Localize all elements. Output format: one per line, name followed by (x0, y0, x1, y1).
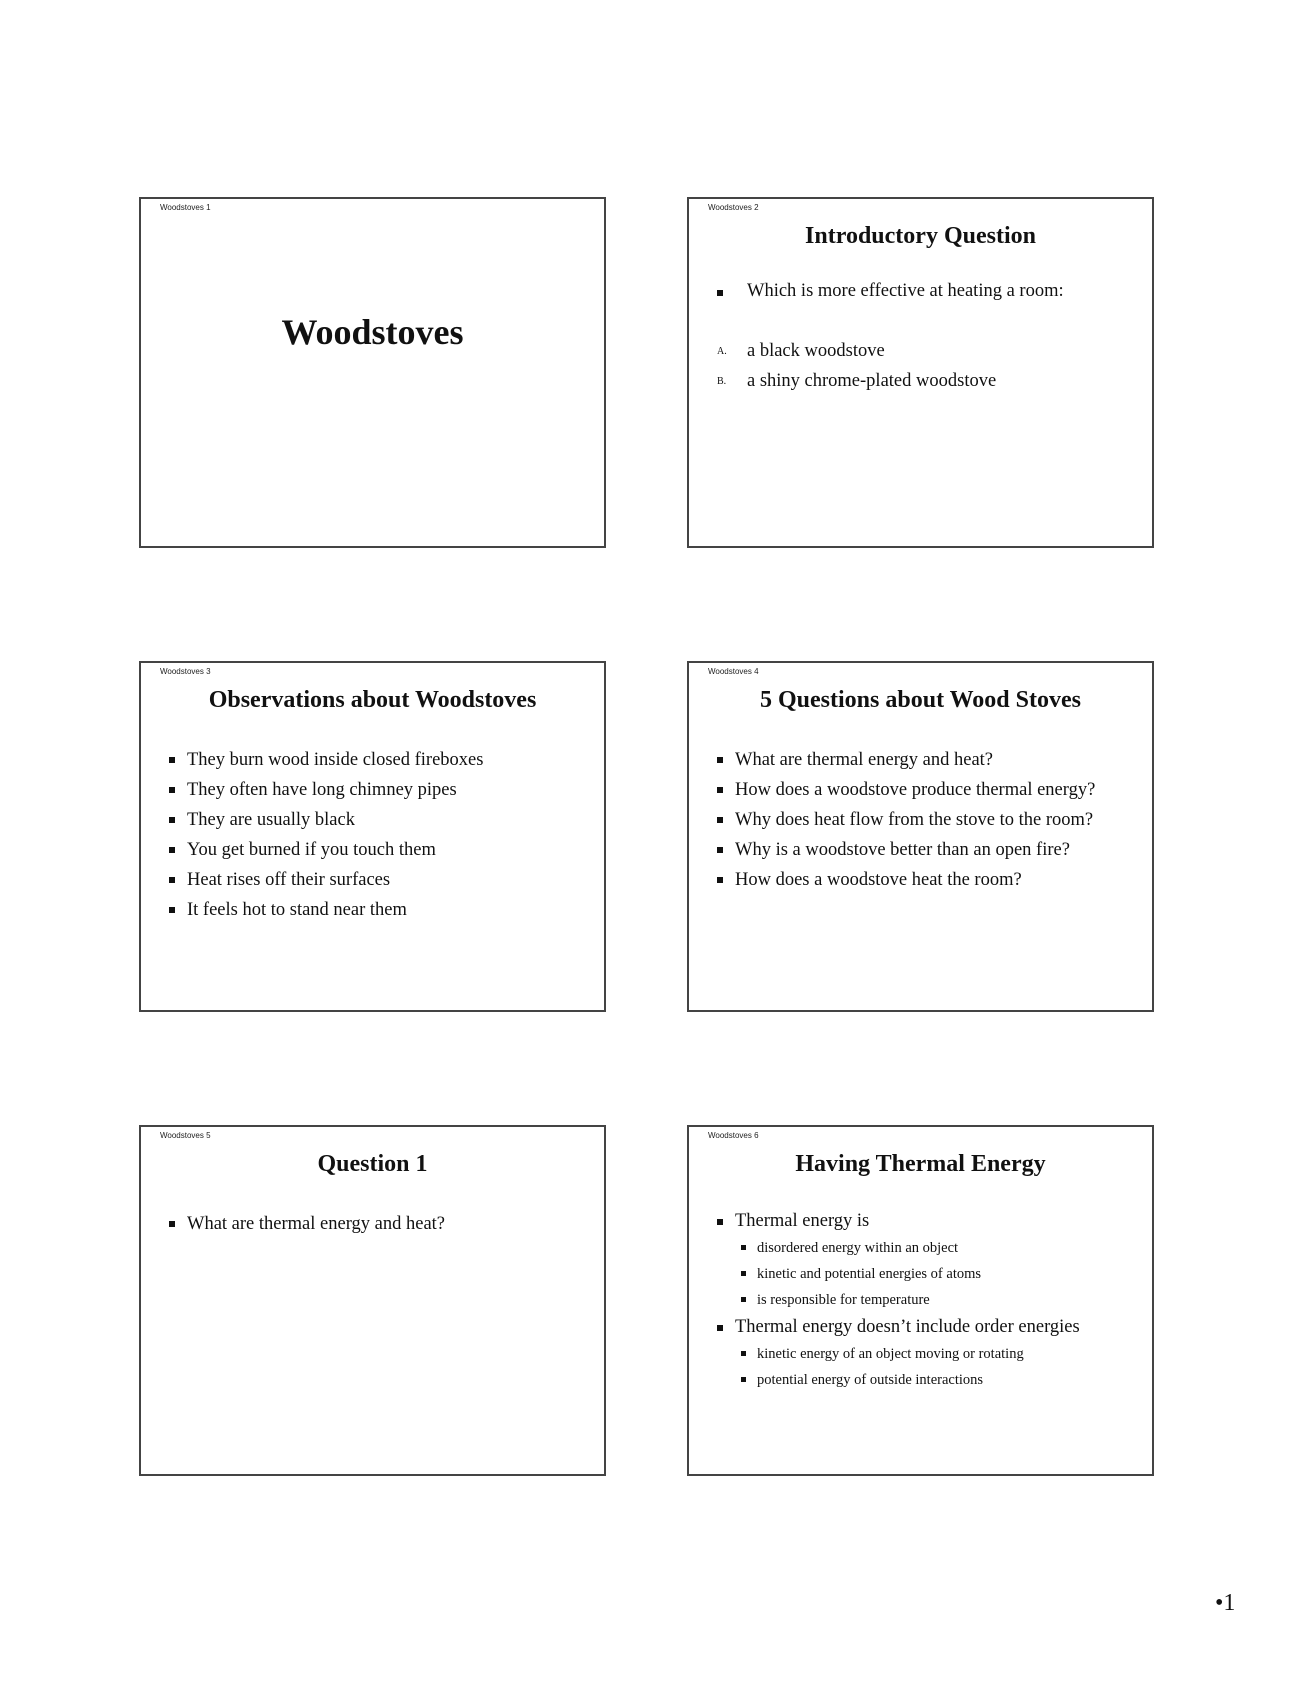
bullet-square-icon (741, 1271, 746, 1276)
list-item-text: How does a woodstove heat the room? (735, 870, 1022, 890)
slide-title: Having Thermal Energy (795, 1151, 1046, 1177)
slide-title: 5 Questions about Wood Stoves (760, 687, 1081, 713)
list-item-text: What are thermal energy and heat? (187, 1214, 446, 1234)
list-item (717, 775, 1146, 805)
sub-list-item-text: is responsible for temperature (757, 1292, 930, 1308)
sub-list-item-text: kinetic energy of an object moving or rotating (757, 1346, 1024, 1362)
list-item (717, 865, 1146, 895)
slide-title: Introductory Question (805, 223, 1036, 249)
option-a (717, 341, 885, 362)
question-item (717, 281, 1064, 302)
bullet-square-icon (717, 290, 723, 296)
list-item-text: What are thermal energy and heat? (735, 750, 994, 770)
list-item-text: They burn wood inside closed fireboxes (187, 750, 484, 770)
bullet-square-icon (717, 817, 723, 823)
slide-3 (139, 661, 606, 1012)
slide-2 (687, 197, 1154, 548)
slide-title: Observations about Woodstoves (208, 687, 537, 713)
bullet-list (717, 1207, 1146, 1393)
sub-list-item (741, 1341, 1146, 1367)
bullet-list (717, 745, 1146, 895)
bullet-square-icon (169, 847, 175, 853)
sub-list-item-text: potential energy of outside interactions (757, 1372, 984, 1388)
bullet-square-icon (169, 877, 175, 883)
list-item-text: Heat rises off their surfaces (187, 870, 391, 890)
slide-5 (139, 1125, 606, 1476)
sub-list-item (741, 1235, 1146, 1261)
bullet-square-icon (169, 817, 175, 823)
list-item (717, 1313, 1146, 1341)
slide-6 (687, 1125, 1154, 1476)
list-item (717, 745, 1146, 775)
sub-list-container (717, 1235, 1146, 1313)
sub-bullet-list (717, 1235, 1146, 1313)
bullet-square-icon (717, 877, 723, 883)
bullet-square-icon (741, 1245, 746, 1250)
question-text: Which is more effective at heating a room: (747, 281, 1064, 301)
list-item-text: Thermal energy is (735, 1211, 870, 1231)
bullet-square-icon (169, 907, 175, 913)
list-item (717, 1207, 1146, 1235)
option-text: a shiny chrome-plated woodstove (747, 371, 997, 391)
slide-tag: Woodstoves 4 (708, 667, 759, 676)
slide-4 (687, 661, 1154, 1012)
bullet-square-icon (169, 757, 175, 763)
list-item (169, 745, 598, 775)
bullet-square-icon (741, 1377, 746, 1382)
bullet-list (169, 745, 598, 925)
sub-list-item-text: kinetic and potential energies of atoms (757, 1266, 982, 1282)
list-item-text: You get burned if you touch them (187, 840, 436, 860)
option-label: B. (717, 376, 727, 388)
bullet-square-icon (169, 787, 175, 793)
list-item (169, 805, 598, 835)
bullet-square-icon (717, 847, 723, 853)
bullet-list (169, 1209, 598, 1239)
list-item-text: It feels hot to stand near them (187, 900, 407, 920)
list-item (169, 865, 598, 895)
list-item (717, 835, 1146, 865)
list-item (169, 1209, 598, 1239)
list-item-text: They are usually black (187, 810, 355, 830)
slide-1 (139, 197, 606, 548)
option-b (717, 371, 996, 392)
sub-list-item-text: disordered energy within an object (757, 1240, 959, 1256)
list-item (717, 805, 1146, 835)
sub-bullet-list (717, 1341, 1146, 1393)
bullet-square-icon (741, 1297, 746, 1302)
bullet-square-icon (717, 1219, 723, 1225)
list-item-text: Thermal energy doesn’t include order energies (735, 1317, 1080, 1337)
slide-tag: Woodstoves 3 (160, 667, 211, 676)
bullet-square-icon (717, 787, 723, 793)
slide-tag: Woodstoves 2 (708, 203, 759, 212)
slide-title: Woodstoves (281, 312, 464, 352)
slide-tag: Woodstoves 1 (160, 203, 211, 212)
option-text: a black woodstove (747, 341, 885, 361)
sub-list-container (717, 1341, 1146, 1393)
page-number: •1 (1215, 1590, 1236, 1616)
bullet-square-icon (741, 1351, 746, 1356)
sub-list-item (741, 1367, 1146, 1393)
list-item-text: Why is a woodstove better than an open fire? (735, 840, 1070, 860)
slide-tag: Woodstoves 6 (708, 1131, 759, 1140)
slide-title: Question 1 (317, 1151, 428, 1177)
bullet-square-icon (717, 757, 723, 763)
list-item (169, 895, 598, 925)
list-item-text: They often have long chimney pipes (187, 780, 457, 800)
list-item (169, 835, 598, 865)
bullet-square-icon (169, 1221, 175, 1227)
list-item-text: Why does heat flow from the stove to the room? (735, 810, 1094, 830)
bullet-square-icon (717, 1325, 723, 1331)
slide-tag: Woodstoves 5 (160, 1131, 211, 1140)
option-label: A. (717, 346, 727, 358)
list-item (169, 775, 598, 805)
sub-list-item (741, 1261, 1146, 1287)
sub-list-item (741, 1287, 1146, 1313)
list-item-text: How does a woodstove produce thermal energy? (735, 780, 1096, 800)
